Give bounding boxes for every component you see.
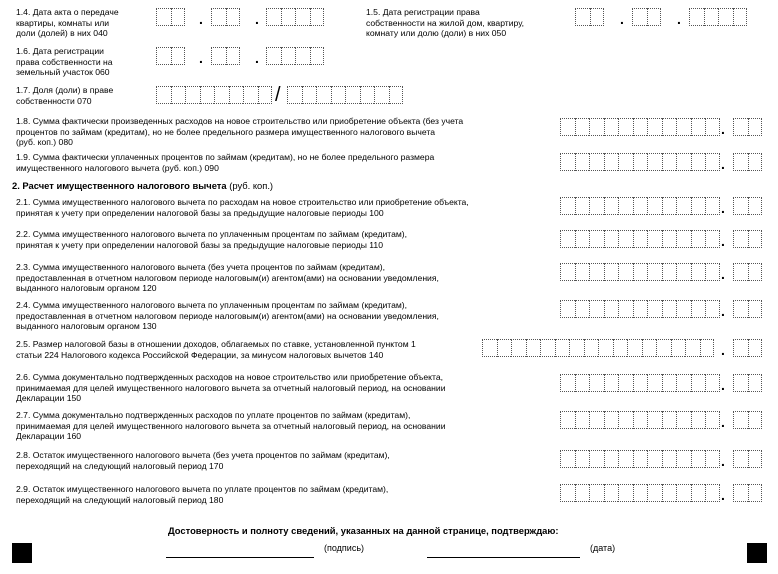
amount-110-rubles[interactable] bbox=[560, 230, 720, 248]
date-040-month[interactable] bbox=[211, 8, 240, 26]
row-180-label: 2.9. Остаток имущественного налогового вычета по уплате процентов по займам (кредитам), переходящий на следующий налоговый период 180 bbox=[16, 484, 389, 505]
row-110-label: 2.2. Сумма имущественного налогового вычета по уплаченным процентам по займам (кредитам), принятая к учету при определении налоговой базы за предыдущие налоговые периоды 110 bbox=[16, 229, 408, 250]
amount-150-rubles[interactable] bbox=[560, 374, 720, 392]
field-090-label: 1.9. Сумма фактически уплаченных процентов по займам (кредитам), но не более предельного размера имущественного налогового вычета (руб. коп.) 090 bbox=[16, 152, 435, 173]
amount-120-kopecks[interactable] bbox=[733, 263, 762, 281]
share-070-numerator[interactable] bbox=[156, 86, 272, 104]
amount-150-kopecks[interactable] bbox=[733, 374, 762, 392]
row-120-label: 2.3. Сумма имущественного налогового вычета (без учета процентов по займам (кредитам), предоставленная в отчетном налоговом периоде налоговым(и) агентом(ами) на основании уведомления, выданного налоговым органом 120 bbox=[16, 262, 439, 294]
signature-line[interactable] bbox=[166, 557, 314, 558]
date-050-year[interactable] bbox=[689, 8, 747, 26]
amount-170-kopecks[interactable] bbox=[733, 450, 762, 468]
date-separator: . bbox=[255, 50, 259, 66]
date-separator: . bbox=[255, 11, 259, 27]
share-070-denominator[interactable] bbox=[287, 86, 403, 104]
date-060-month[interactable] bbox=[211, 47, 240, 65]
row-100-label: 2.1. Сумма имущественного налогового вычета по расходам на новое строительство или приобретение объекта, принятая к учету при определении налоговой базы за предыдущие налоговые периоды 100 bbox=[16, 197, 469, 218]
amount-140-kopecks[interactable] bbox=[733, 339, 762, 357]
date-line[interactable] bbox=[427, 557, 580, 558]
amount-180-rubles[interactable] bbox=[560, 484, 720, 502]
row-130-label: 2.4. Сумма имущественного налогового вычета по уплаченным процентам по займам (кредитам), предоставленная в отчетном налоговом периоде налоговым(и) агентом(ами) на основании уведомления, выданного налоговым органом 130 bbox=[16, 300, 439, 332]
amount-140-rubles[interactable] bbox=[482, 339, 714, 357]
date-caption: (дата) bbox=[590, 543, 616, 553]
field-060-label: 1.6. Дата регистрации права собственности на земельный участок 060 bbox=[16, 46, 113, 78]
decimal-point: . bbox=[721, 266, 725, 282]
field-070-label: 1.7. Доля (доли) в праве собственности 070 bbox=[16, 85, 114, 106]
decimal-point: . bbox=[721, 303, 725, 319]
amount-090-rubles[interactable] bbox=[560, 153, 720, 171]
section-2-heading: 2. Расчет имущественного налогового вычета (руб. коп.) bbox=[12, 180, 274, 191]
amount-170-rubles[interactable] bbox=[560, 450, 720, 468]
amount-100-kopecks[interactable] bbox=[733, 197, 762, 215]
amount-130-kopecks[interactable] bbox=[733, 300, 762, 318]
date-separator: . bbox=[199, 11, 203, 27]
date-050-day[interactable] bbox=[575, 8, 604, 26]
decimal-point: . bbox=[721, 156, 725, 172]
field-080-label: 1.8. Сумма фактически произведенных расходов на новое строительство или приобретение объекта (без учета процентов по займам (кредитам), но не более предельного размера имущественного налогового вычета (руб. коп.) 080 bbox=[16, 116, 464, 148]
decimal-point: . bbox=[721, 200, 725, 216]
date-060-year[interactable] bbox=[266, 47, 324, 65]
registration-marker-left bbox=[12, 543, 32, 563]
date-separator: . bbox=[677, 11, 681, 27]
row-140-label: 2.5. Размер налоговой базы в отношении доходов, облагаемых по ставке, установленной пунктом 1 статьи 224 Налогового кодекса Российской Федерации, за минусом налоговых вычетов 140 bbox=[16, 339, 416, 360]
confirmation-text: Достоверность и полноту сведений, указанных на данной странице, подтверждаю: bbox=[168, 525, 559, 536]
date-040-day[interactable] bbox=[156, 8, 185, 26]
date-060-day[interactable] bbox=[156, 47, 185, 65]
date-separator: . bbox=[199, 50, 203, 66]
row-150-label: 2.6. Сумма документально подтвержденных расходов на новое строительство или приобретение объекта, принимаемая для целей имущественного налогового вычета за отчетный налоговый период, на основании Декларации 150 bbox=[16, 372, 446, 404]
date-040-year[interactable] bbox=[266, 8, 324, 26]
amount-160-kopecks[interactable] bbox=[733, 411, 762, 429]
decimal-point: . bbox=[721, 414, 725, 430]
field-050-label: 1.5. Дата регистрации права собственности на жилой дом, квартиру, комнату или долю (доли) в них 050 bbox=[366, 7, 525, 39]
amount-090-kopecks[interactable] bbox=[733, 153, 762, 171]
fraction-slash: / bbox=[275, 84, 281, 106]
amount-160-rubles[interactable] bbox=[560, 411, 720, 429]
date-separator: . bbox=[620, 11, 624, 27]
amount-100-rubles[interactable] bbox=[560, 197, 720, 215]
row-160-label: 2.7. Сумма документально подтвержденных расходов по уплате процентов по займам (кредитам), принимаемая для целей имущественного налогового вычета за отчетный налоговый период, на основании Декларации 160 bbox=[16, 410, 446, 442]
registration-marker-right bbox=[747, 543, 767, 563]
field-040-label: 1.4. Дата акта о передаче квартиры, комнаты или доли (долей) в них 040 bbox=[16, 7, 119, 39]
decimal-point: . bbox=[721, 487, 725, 503]
decimal-point: . bbox=[721, 233, 725, 249]
section-2-unit: (руб. коп.) bbox=[229, 180, 274, 191]
date-050-month[interactable] bbox=[632, 8, 661, 26]
amount-180-kopecks[interactable] bbox=[733, 484, 762, 502]
amount-080-rubles[interactable] bbox=[560, 118, 720, 136]
amount-130-rubles[interactable] bbox=[560, 300, 720, 318]
decimal-point: . bbox=[721, 377, 725, 393]
decimal-point: . bbox=[721, 342, 725, 358]
amount-080-kopecks[interactable] bbox=[733, 118, 762, 136]
row-170-label: 2.8. Остаток имущественного налогового вычета (без учета процентов по займам (кредитам), переходящий на следующий налоговый период 170 bbox=[16, 450, 390, 471]
decimal-point: . bbox=[721, 453, 725, 469]
decimal-point: . bbox=[721, 121, 725, 137]
amount-120-rubles[interactable] bbox=[560, 263, 720, 281]
amount-110-kopecks[interactable] bbox=[733, 230, 762, 248]
signature-caption: (подпись) bbox=[324, 543, 365, 553]
